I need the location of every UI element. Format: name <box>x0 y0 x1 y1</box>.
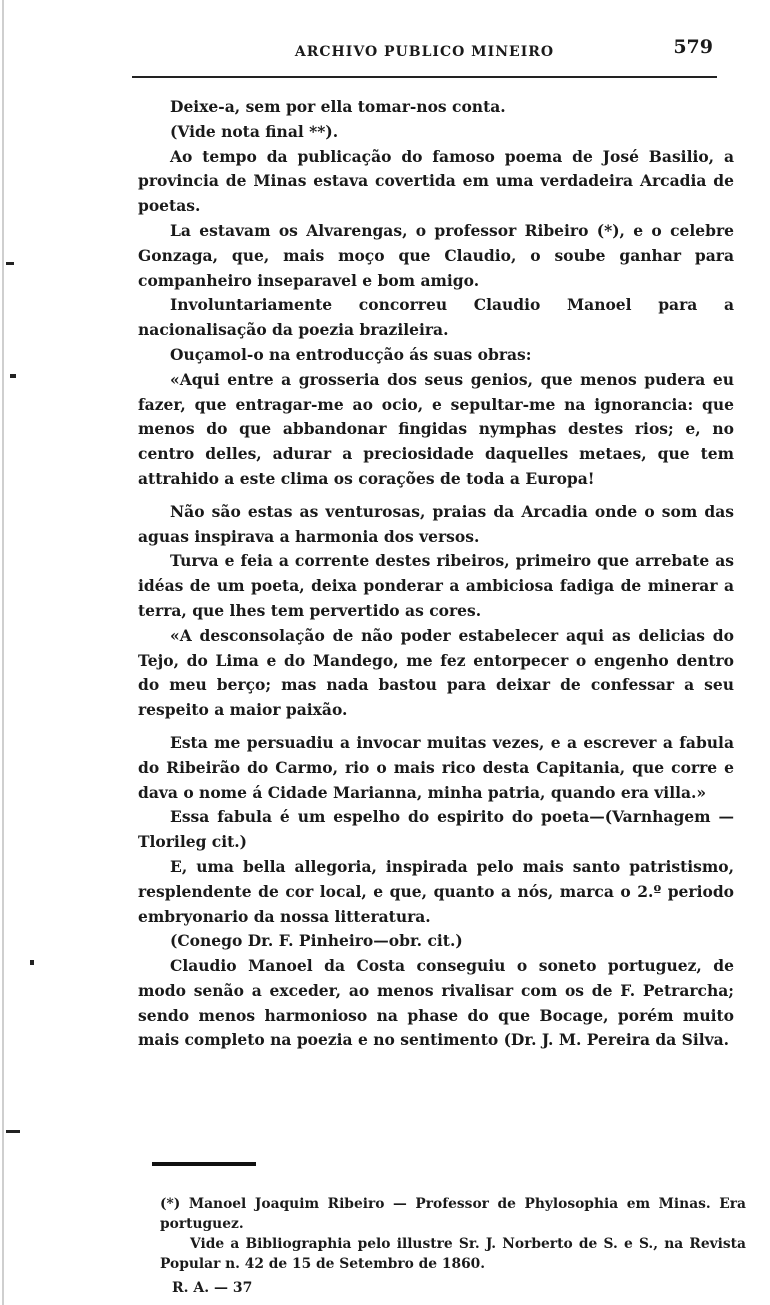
citation: (Conego Dr. F. Pinheiro—obr. cit.) <box>170 931 463 951</box>
quotation-paragraph: «Aqui entre a grosseria dos seus genios, que menos pudera eu fazer, que entragar-me ao ocio, e sepultar-me na ignorancia: que menos do que abbandonar fingidas nymphas destes rios; e, no centro delles, adurar a preciosidade daquelles metaes, que tem attrahido a este clima os corações de toda a Europa! <box>138 369 734 488</box>
footnote-rule <box>152 1162 256 1166</box>
running-header <box>132 36 717 78</box>
paragraph: Involuntariamente concorreu Claudio Manoel para a nacionalisação da poezia brazileira. <box>138 295 734 340</box>
footnote: Vide a Bibliographia pelo illustre Sr. J. Norberto de S. e S., na Revista Popular n. 42 de 15 de Setembro de 1860. <box>160 1236 746 1272</box>
paragraph: (Vide nota final **). <box>170 121 339 141</box>
paragraph: Deixe-a, sem por ella tomar-nos conta. <box>170 97 506 116</box>
header-title: ARCHIVO PUBLICO MINEIRO <box>294 44 555 60</box>
footnote-signature: R. A. — 37 <box>172 1280 253 1296</box>
footnote: (*) Manoel Joaquim Ribeiro — Professor de Phylosophia em Minas. Era portuguez. <box>160 1196 746 1232</box>
ink-speck <box>10 374 16 378</box>
quotation-paragraph: Turva e feia a corrente destes ribeiros, primeiro que arrebate as idéas de um poeta, deixa ponderar a ambiciosa fadiga de minerar a terra, que lhes tem pervertido as cores. <box>138 551 734 620</box>
paragraph: Claudio Manoel da Costa conseguiu o soneto portuguez, de modo senão a exceder, ao menos rivalisar com os de F. Petrarcha; sendo menos harmonioso na phase do que Bocage, porém muito mais completo na poezia e no sentimento (Dr. J. M. Pereira da Silva. <box>138 956 734 1050</box>
footnotes <box>160 1194 746 1298</box>
quotation-paragraph: «A desconsolação de não poder estabelecer aqui as delicias do Tejo, do Lima e do Mandego, me fez entorpecer o engenho dentro do meu berço; mas nada bastou para deixar de confessar a seu respeito a maior paixão. <box>138 625 734 720</box>
ink-speck <box>6 262 14 265</box>
binding-edge <box>2 0 4 1305</box>
ink-speck <box>6 1130 20 1133</box>
paragraph: Ao tempo da publicação do famoso poema de José Basilio, a provincia de Minas estava covertida em uma verdadeira Arcadia de poetas. <box>138 146 734 216</box>
ink-speck <box>30 960 34 965</box>
page-number: 579 <box>673 36 713 58</box>
paragraph: La estavam os Alvarengas, o professor Ribeiro (*), e o celebre Gonzaga, que, mais moço que Claudio, o soube ganhar para companheiro inseparavel e bom amigo. <box>138 220 734 290</box>
main-text <box>138 95 734 1053</box>
paragraph: Ouçamol-o na entroducção ás suas obras: <box>170 344 532 364</box>
quotation-paragraph: Esta me persuadiu a invocar muitas vezes, e a escrever a fabula do Ribeirão do Carmo, rio o mais rico desta Capitania, que corre e dava o nome á Cidade Marianna, minha patria, quando era villa.» <box>138 732 734 802</box>
paragraph: Essa fabula é um espelho do espirito do poeta—(Varnhagem — Tlorileg cit.) <box>138 807 734 852</box>
quotation-paragraph: Não são estas as venturosas, praias da Arcadia onde o som das aguas inspirava a harmonia dos versos. <box>138 501 734 546</box>
paragraph: E, uma bella allegoria, inspirada pelo mais santo patristismo, resplendente de cor local, e que, quanto a nós, marca o 2.º periodo embryonario da nossa litteratura. <box>138 856 734 926</box>
